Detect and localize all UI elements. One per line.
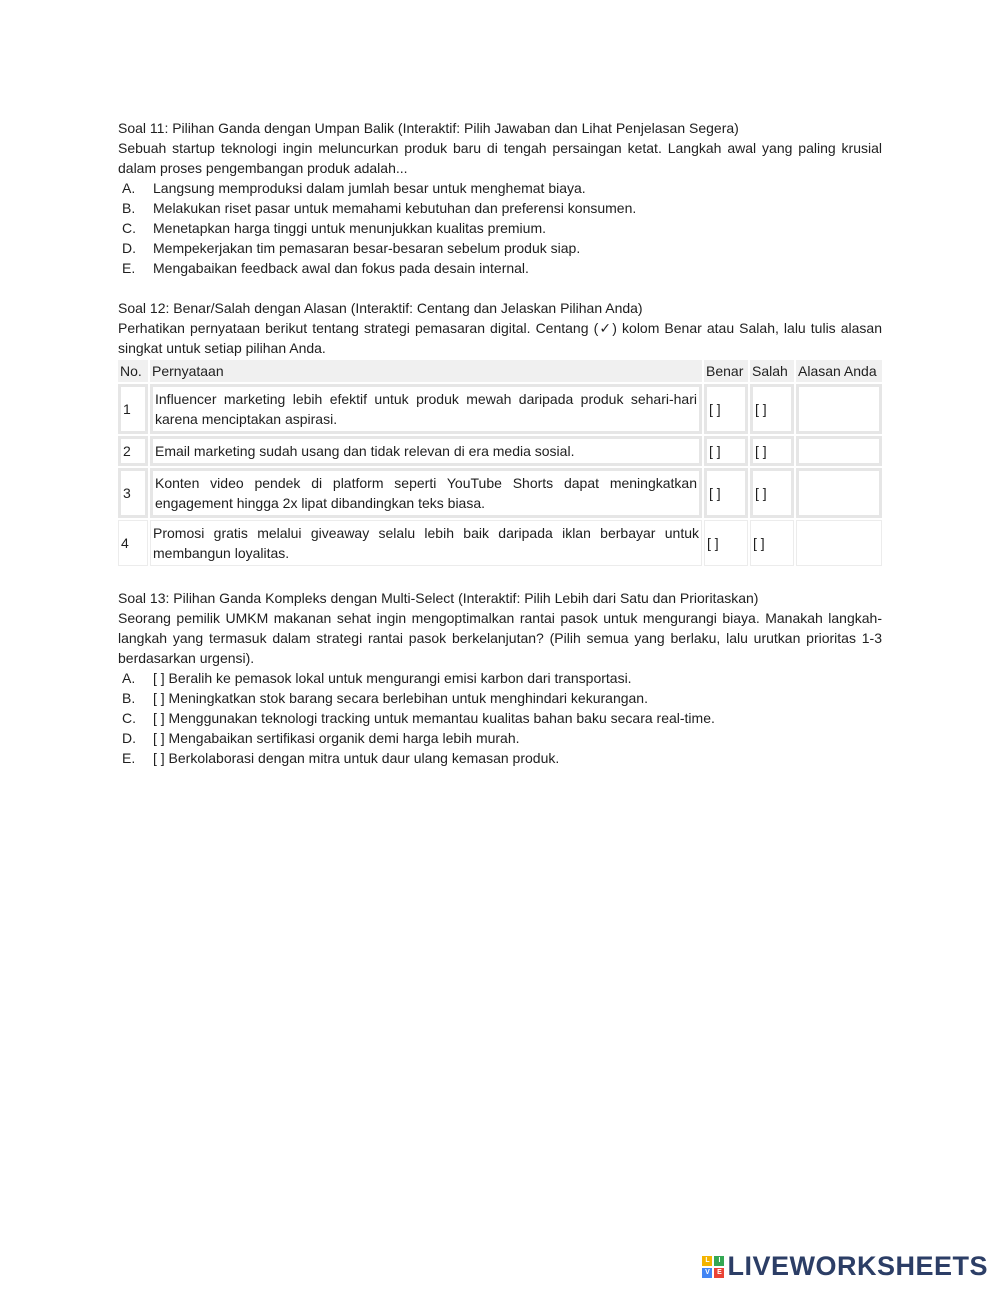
option-text: Menetapkan harga tinggi untuk menunjukkan kualitas premium. [153,220,547,236]
question-11 [118,118,882,278]
option-text: [ ] Meningkatkan stok barang secara berlebihan untuk menghindari kekurangan. [153,690,648,706]
logo-block: E [714,1268,724,1278]
question-text: Perhatikan pernyataan berikut tentang strategi pemasaran digital. Centang (✓) kolom Benar atau Salah, lalu tulis alasan singkat untuk setiap pilihan Anda. [118,320,882,356]
reason-input[interactable] [796,520,882,566]
option-letter: C. [122,710,136,726]
logo-block: I [714,1256,724,1266]
option-letter: B. [122,200,136,216]
logo-text: LIVEWORKSHEETS [727,1251,988,1281]
row-number: 4 [118,520,148,566]
row-number: 2 [118,436,148,466]
question-13 [118,588,882,768]
table-header-row [118,360,882,382]
option-letter: D. [122,240,136,256]
table-row [118,520,882,566]
answer-option-c[interactable] [118,708,882,728]
row-number: 3 [118,468,148,518]
table-row [118,436,882,466]
question-title: Soal 11: Pilihan Ganda dengan Umpan Balik (Interaktif: Pilih Jawaban dan Lihat Penjelasan Segera) [118,120,739,136]
row-statement: Influencer marketing lebih efektif untuk produk mewah daripada produk sehari-hari karena menciptakan aspirasi. [150,384,702,434]
answer-option-d[interactable] [118,238,882,258]
option-text: [ ] Menggunakan teknologi tracking untuk memantau kualitas bahan baku secara real-time. [153,710,715,726]
row-statement: Email marketing sudah usang dan tidak relevan di era media sosial. [150,436,702,466]
answer-option-b[interactable] [118,198,882,218]
question-title: Soal 13: Pilihan Ganda Kompleks dengan Multi-Select (Interaktif: Pilih Lebih dari Satu dan Prioritaskan) [118,590,759,606]
reason-input[interactable] [796,468,882,518]
true-checkbox[interactable]: [ ] [704,520,748,566]
table-row [118,384,882,434]
header-false: Salah [750,360,794,382]
answer-option-d[interactable] [118,728,882,748]
true-false-table [116,358,884,568]
option-text: Langsung memproduksi dalam jumlah besar untuk menghemat biaya. [153,180,586,196]
false-checkbox[interactable]: [ ] [750,520,794,566]
option-letter: A. [122,180,136,196]
reason-input[interactable] [796,384,882,434]
option-text: [ ] Beralih ke pemasok lokal untuk mengurangi emisi karbon dari transportasi. [153,670,632,686]
answer-option-a[interactable] [118,178,882,198]
false-checkbox[interactable]: [ ] [750,384,794,434]
answer-options [118,668,882,768]
true-checkbox[interactable]: [ ] [704,384,748,434]
header-true: Benar [704,360,748,382]
question-text: Seorang pemilik UMKM makanan sehat ingin mengoptimalkan rantai pasok untuk mengurangi biaya. Manakah langkah-langkah yang termasuk dalam strategi rantai pasok berkelanjutan? (Pilih semua yang berlaku, lalu urutkan prioritas 1-3 berdasarkan urgensi). [118,610,882,666]
reason-input[interactable] [796,436,882,466]
header-statement: Pernyataan [150,360,702,382]
liveworksheets-logo[interactable] [702,1251,988,1282]
row-statement: Konten video pendek di platform seperti YouTube Shorts dapat meningkatkan engagement hingga 2x lipat dibandingkan teks biasa. [150,468,702,518]
answer-option-e[interactable] [118,258,882,278]
option-text: Mengabaikan feedback awal dan fokus pada desain internal. [153,260,529,276]
answer-option-a[interactable] [118,668,882,688]
option-letter: C. [122,220,136,236]
option-text: [ ] Berkolaborasi dengan mitra untuk daur ulang kemasan produk. [153,750,560,766]
option-text: [ ] Mengabaikan sertifikasi organik demi harga lebih murah. [153,730,520,746]
true-checkbox[interactable]: [ ] [704,468,748,518]
answer-option-c[interactable] [118,218,882,238]
row-number: 1 [118,384,148,434]
false-checkbox[interactable]: [ ] [750,468,794,518]
option-letter: E. [122,750,136,766]
logo-block: V [702,1268,712,1278]
header-reason: Alasan Anda [796,360,882,382]
option-letter: E. [122,260,136,276]
row-statement: Promosi gratis melalui giveaway selalu lebih baik daripada iklan berbayar untuk membangun loyalitas. [150,520,702,566]
answer-option-b[interactable] [118,688,882,708]
logo-icon [702,1256,724,1278]
answer-option-e[interactable] [118,748,882,768]
option-text: Melakukan riset pasar untuk memahami kebutuhan dan preferensi konsumen. [153,200,637,216]
logo-block: L [702,1256,712,1266]
question-12 [118,298,882,568]
question-title: Soal 12: Benar/Salah dengan Alasan (Interaktif: Centang dan Jelaskan Pilihan Anda) [118,300,643,316]
header-no: No. [118,360,148,382]
false-checkbox[interactable]: [ ] [750,436,794,466]
worksheet-page [118,118,882,768]
table-row [118,468,882,518]
option-letter: A. [122,670,136,686]
answer-options [118,178,882,278]
true-checkbox[interactable]: [ ] [704,436,748,466]
option-text: Mempekerjakan tim pemasaran besar-besaran sebelum produk siap. [153,240,581,256]
option-letter: D. [122,730,136,746]
question-text: Sebuah startup teknologi ingin meluncurkan produk baru di tengah persaingan ketat. Langkah awal yang paling krusial dalam proses pengembangan produk adalah... [118,140,882,176]
option-letter: B. [122,690,136,706]
